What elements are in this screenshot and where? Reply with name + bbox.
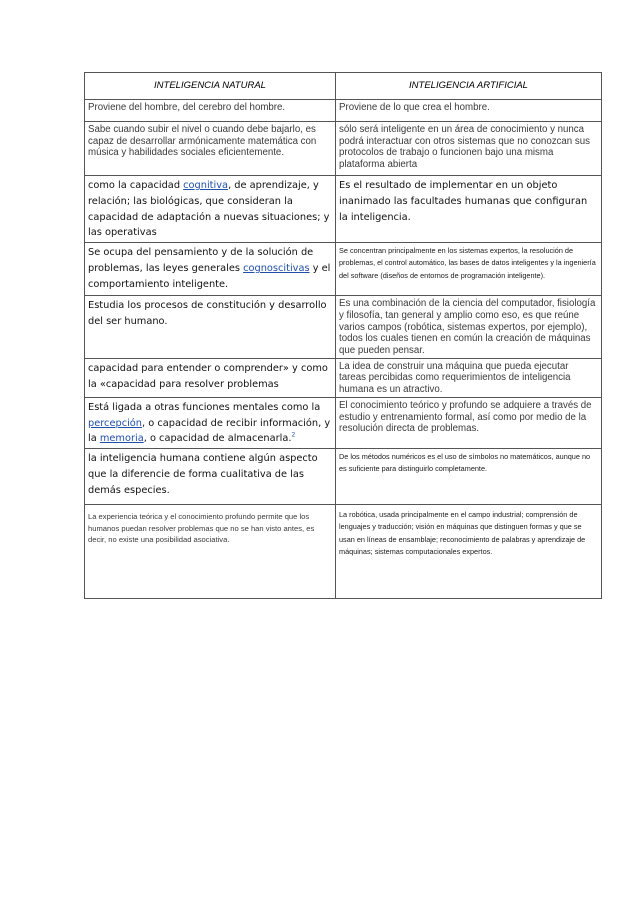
artificial-cell: sólo será inteligente en un área de conocimiento y nunca podrá interactuar con otros sistemas que no conozcan sus protocolos de trabajo o funcionen bajo una misma plataforma abierta: [336, 122, 602, 176]
table-row: [85, 505, 602, 599]
header-artificial: INTELIGENCIA ARTIFICIAL: [336, 73, 602, 100]
artificial-cell: El conocimiento teórico y profundo se adquiere a través de estudio y entrenamiento formal, así como por medio de la resolución directa de problemas.: [336, 397, 602, 448]
table-row: [85, 397, 602, 448]
link-cognitiva[interactable]: cognitiva: [183, 180, 229, 191]
artificial-cell: Es el resultado de implementar en un objeto inanimado las facultades humanas que configuran la inteligencia.: [336, 176, 602, 243]
footnote-ref[interactable]: 2: [291, 432, 296, 440]
cell-text: Está ligada a otras funciones mentales como la: [88, 401, 321, 413]
link-percepcion[interactable]: percepción: [88, 417, 143, 429]
table-row: [85, 449, 602, 505]
natural-cell: Proviene del hombre, del cerebro del hombre.: [85, 100, 336, 122]
natural-cell: [85, 243, 336, 296]
cell-text: Se ocupa del pensamiento y de la solución de problemas, las leyes generales: [88, 247, 314, 274]
artificial-cell: La idea de construir una máquina que pueda ejecutar tareas percibidas como requerimientos de inteligencia humana es un atractivo.: [336, 358, 602, 397]
natural-cell: [85, 397, 336, 448]
table-row: [85, 243, 602, 296]
artificial-cell: Proviene de lo que crea el hombre.: [336, 100, 602, 122]
artificial-cell: De los métodos numéricos es el uso de símbolos no matemáticos, aunque no es suficiente para distinguirlo completamente.: [336, 449, 602, 505]
natural-cell: Estudia los procesos de constitución y desarrollo del ser humano.: [85, 296, 336, 359]
table-row: [85, 296, 602, 359]
artificial-cell: La robótica, usada principalmente en el campo industrial; comprensión de lenguajes y traducción; visión en máquinas que distinguen formas y que se usan en líneas de ensamblaje; reconocimiento de palabras y aprendizaje de máquinas; sistemas computacionales expertos.: [336, 505, 602, 599]
table-row: [85, 358, 602, 397]
table-header-row: [85, 73, 602, 100]
cell-text: como la capacidad: [88, 180, 184, 191]
cell-text: y el comportamiento inteligente.: [88, 262, 331, 290]
natural-cell: la inteligencia humana contiene algún aspecto que la diferencie de forma cualitativa de las demás especies.: [85, 449, 336, 505]
natural-cell: Sabe cuando subir el nivel o cuando debe bajarlo, es capaz de desarrollar armónicamente matemática con música y habilidades sociales eficientemente.: [85, 122, 336, 176]
natural-cell: capacidad para entender o comprender» y como la «capacidad para resolver problemas: [85, 358, 336, 397]
link-memoria[interactable]: memoria: [99, 433, 144, 445]
natural-cell: La experiencia teórica y el conocimiento profundo permite que los humanos puedan resolver problemas que no se han visto antes, es decir, no existe una posibilidad asociativa.: [85, 505, 336, 599]
artificial-cell: Se concentran principalmente en los sistemas expertos, la resolución de problemas, el control automático, las bases de datos inteligentes y la ingeniería del software (diseños de entornos de programación inteligente).: [336, 243, 602, 296]
table-row: [85, 176, 602, 243]
table-row: [85, 100, 602, 122]
cell-text: , o capacidad de recibir información, y la: [88, 417, 331, 445]
table-row: [85, 122, 602, 176]
link-cognoscitivas[interactable]: cognoscitivas: [243, 262, 310, 274]
header-natural: INTELIGENCIA NATURAL: [85, 73, 336, 100]
natural-cell: [85, 176, 336, 243]
artificial-cell: Es una combinación de la ciencia del computador, fisiología y filosofía, tan general y amplio como eso, es que reúne varios campos (robótica, sistemas expertos, por ejemplo), todos los cuales tienen en común la creación de máquinas que pueden pensar.: [336, 296, 602, 359]
cell-text: , o capacidad de almacenarla.: [143, 433, 292, 445]
comparison-table: [84, 72, 602, 599]
cell-text: , de aprendizaje, y relación; las biológicas, que consideran la capacidad de adaptación a nuevas situaciones; y las operativas: [88, 180, 330, 239]
